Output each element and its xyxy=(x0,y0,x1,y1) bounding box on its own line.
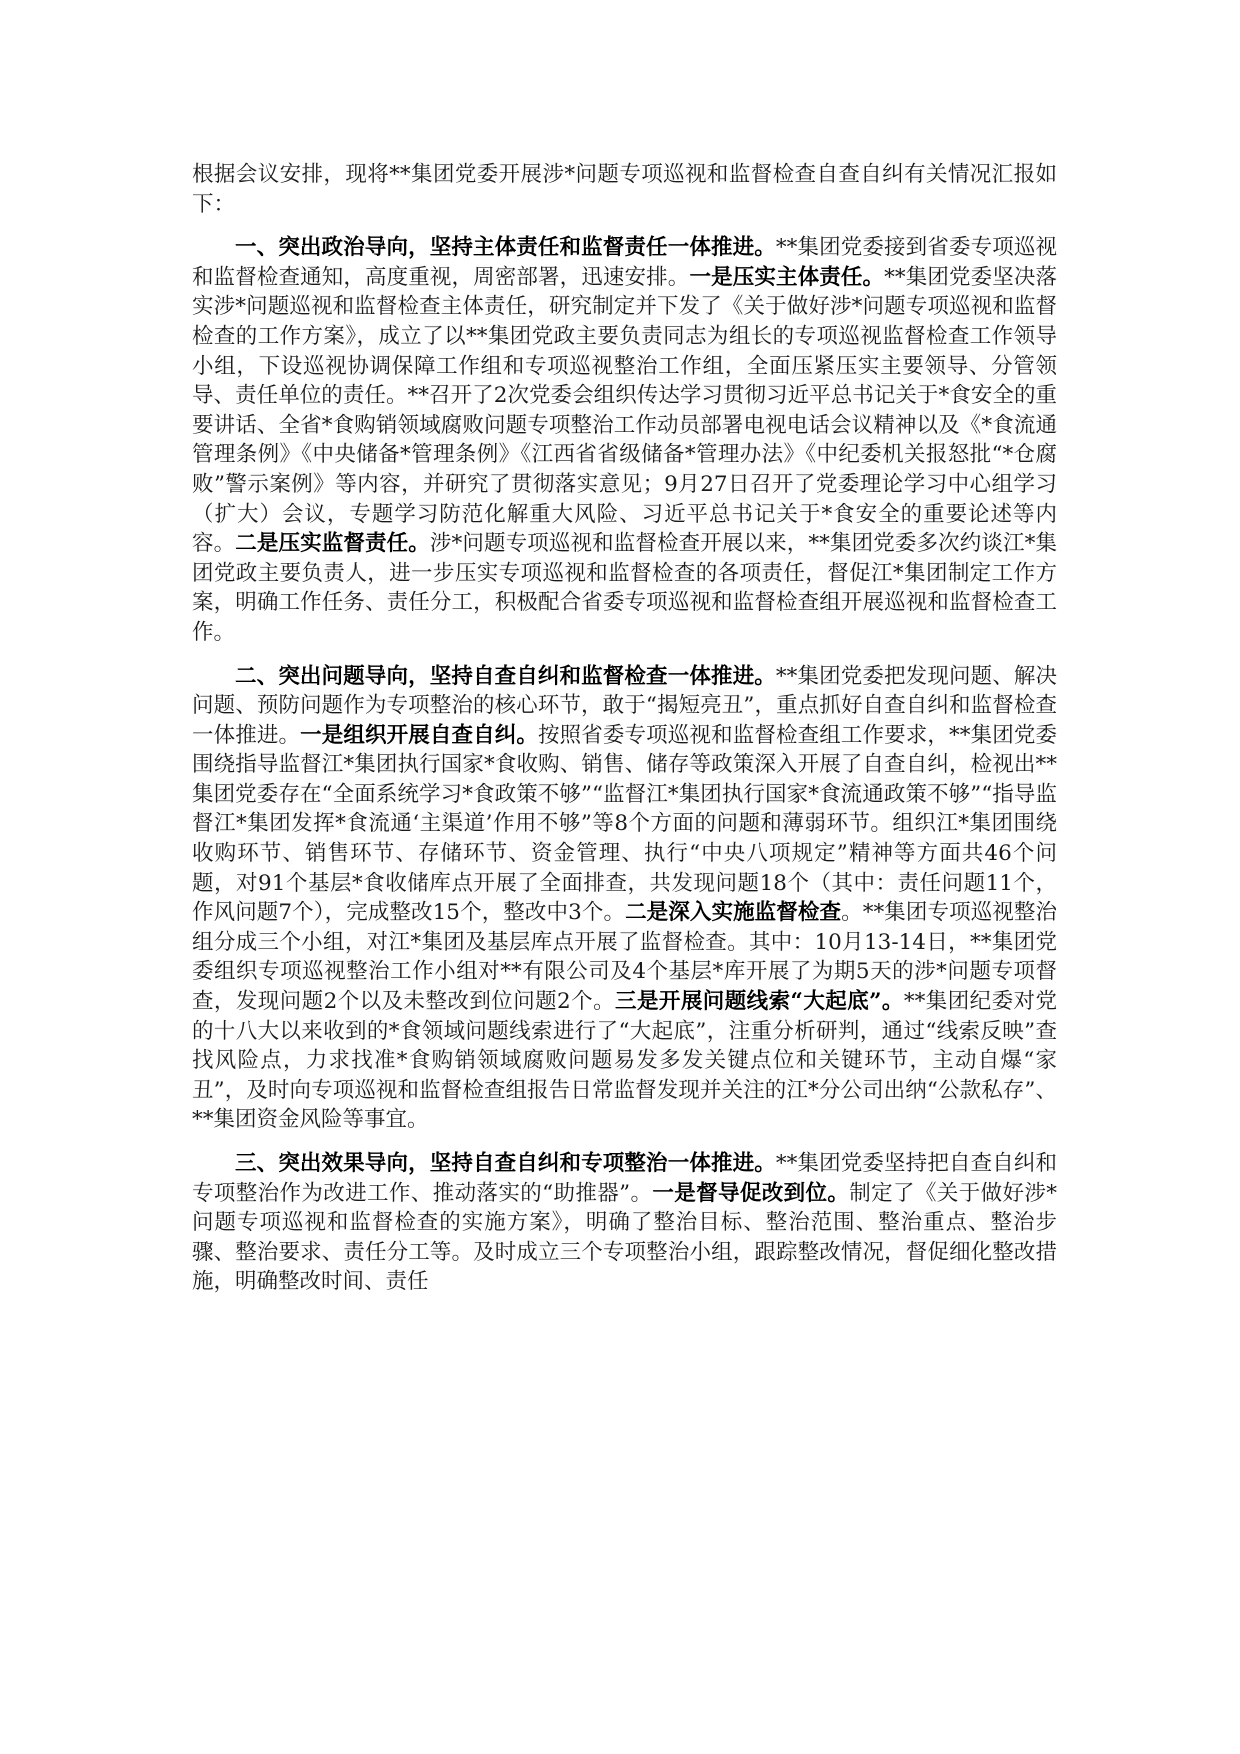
text-run: **集团党委坚持把自查自纠和专项整治作为改进工作、推动落实的“助推器”。 xyxy=(192,1151,1057,1206)
bold-heading-run: 二是深入实施监督检查 xyxy=(625,900,842,926)
bold-heading-run: 一是压实主体责任。 xyxy=(689,264,885,290)
bold-heading-run: 三、突出效果导向，坚持自查自纠和专项整治一体推进。 xyxy=(235,1151,776,1176)
bold-heading-run: 一、突出政治导向，坚持主体责任和监督责任一体推进。 xyxy=(235,235,776,261)
document-page xyxy=(192,160,1057,1311)
text-run: **集团党委坚决落实涉*问题巡视和监督检查主体责任，研究制定并下发了《关于做好涉*问题专项巡视和监督检查的工作方案》，成立了以**集团党政主要负责同志为组长的专项巡视监督检查工作领导小组，下设巡视协调保障工作组和专项巡视整治工作组，全面压紧压实主要领导、分管领导、责任单位的责任。**召开了2次党委会组织传达学习贯彻习近平总书记关于*食安全的重要讲话、全省*食购销领域腐败问题专项整治工作动员部署电视电话会议精神以及《*食流通管理条例》《中央储备*管理条例》《江西省省级储备*管理办法》《中纪委机关报怒批“*仓腐败”警示案例》等内容，并研究了贯彻落实意见；9月27日召开了党委理论学习中心组学习（扩大）会议，专题学习防范化解重大风险、习近平总书记关于*食安全的重要论述等内容。 xyxy=(192,264,1057,557)
text-run: 根据会议安排，现将**集团党委开展涉*问题专项巡视和监督检查自查自纠有关情况汇报如下： xyxy=(192,162,1057,217)
text-run: **集团党委接到省委专项巡视和监督检查通知，高度重视，周密部署，迅速安排。 xyxy=(192,235,1057,290)
text-run: **集团党委把发现问题、解决问题、预防问题作为专项整治的核心环节，敢于“揭短亮丑”，重点抓好自查自纠和监督检查一体推进。 xyxy=(192,663,1057,748)
text-run: 。**集团专项巡视整治组分成三个小组，对江*集团及基层库点开展了监督检查。其中：10月13-14日，**集团党委组织专项巡视整治工作小组对**有限公司及4个基层*库开展了为期5天的涉*问题专项督查，发现问题2个以及未整改到位问题2个。 xyxy=(192,900,1057,1015)
bold-heading-run: 一是督导促改到位。 xyxy=(652,1180,850,1206)
bold-heading-run: 三是开展问题线索“大起底”。 xyxy=(615,989,904,1015)
bold-heading-run: 二是压实监督责任。 xyxy=(235,531,430,557)
text-run: 按照省委专项巡视和监督检查组工作要求，**集团党委围绕指导监督江*集团执行国家*食收购、销售、储存等政策深入开展了自查自纠，检视出**集团党委存在“全面系统学习*食政策不够”“监督江*集团执行国家*食流通政策不够”“指导监督江*集团发挥*食流通‘主渠道’作用不够”等8个方面的问题和薄弱环节。组织江*集团围绕收购环节、销售环节、存储环节、资金管理、执行“中央八项规定”精神等方面共46个问题，对91个基层*食收储库点开展了全面排查，共发现问题18个（其中：责任问题11个，作风问题7个），完成整改15个，整改中3个。 xyxy=(192,722,1057,926)
text-run: 制定了《关于做好涉*问题专项巡视和监督检查的实施方案》，明确了整治目标、整治范围、整治重点、整治步骤、整治要求、责任分工等。及时成立三个专项整治小组，跟踪整改情况，督促细化整改措施，明确整改时间、责任 xyxy=(192,1180,1057,1295)
bold-heading-run: 二、突出问题导向，坚持自查自纠和监督检查一体推进。 xyxy=(235,663,776,689)
text-run: 涉*问题专项巡视和监督检查开展以来，**集团党委多次约谈江*集团党政主要负责人，进一步压实专项巡视和监督检查的各项责任，督促江*集团制定工作方案，明确工作任务、责任分工，积极配合省委专项巡视和监督检查组开展巡视和监督检查工作。 xyxy=(192,531,1057,645)
section-one-paragraph xyxy=(192,233,1057,647)
intro-paragraph xyxy=(192,160,1057,219)
section-three-paragraph xyxy=(192,1149,1057,1297)
bold-heading-run: 一是组织开展自查自纠。 xyxy=(300,722,539,748)
section-two-paragraph xyxy=(192,662,1057,1136)
text-run: **集团纪委对党的十八大以来收到的*食领域问题线索进行了“大起底”，注重分析研判，通过“线索反映”查找风险点，力求找准*食购销领域腐败问题易发多发关键点位和关键环节，主动自爆“家丑”，及时向专项巡视和监督检查组报告日常监督发现并关注的江*分公司出纳“公款私存”、**集团资金风险等事宜。 xyxy=(192,989,1057,1133)
